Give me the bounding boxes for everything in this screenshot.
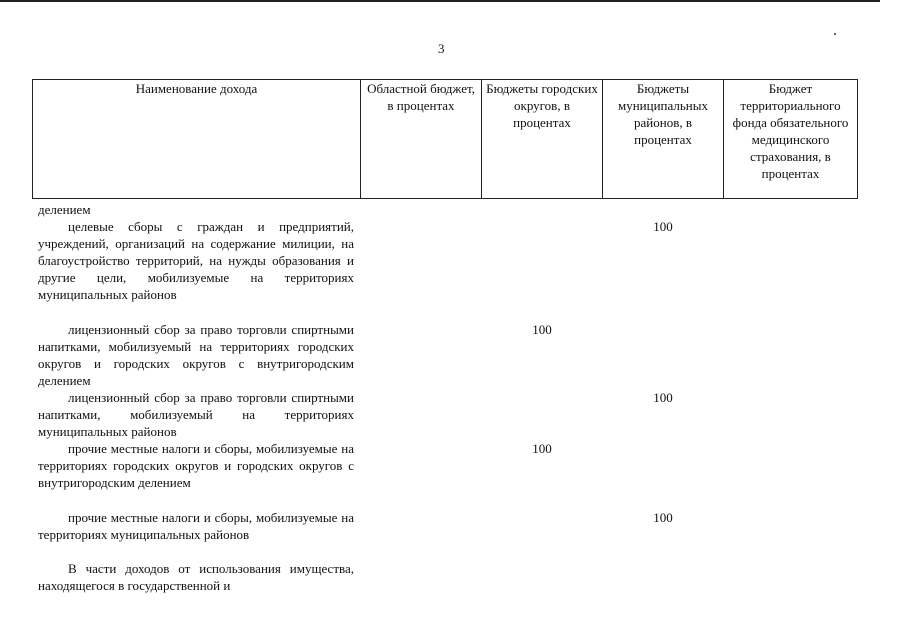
header-medical-insurance-fund-budget: Бюджет территориального фонда обязательного медицинского страхования, в процентах bbox=[724, 80, 858, 199]
header-income-name: Наименование дохода bbox=[33, 80, 361, 199]
table-row-name: прочие местные налоги и сборы, мобилизуемые на территориях муниципальных районов bbox=[38, 510, 354, 542]
table-cell-city-value: 100 bbox=[532, 441, 552, 456]
header-city-district-budgets: Бюджеты городских округов, в процентах bbox=[482, 80, 603, 199]
section-heading-property-income: В части доходов от использования имущества, находящегося в государственной и bbox=[38, 561, 354, 593]
table-cell-municipal-value: 100 bbox=[653, 390, 673, 405]
table-row-name: лицензионный сбор за право торговли спиртными напитками, мобилизуемый на территориях городских округов и городских округов с внутригородским делением bbox=[38, 322, 354, 388]
table-row-name: прочие местные налоги и сборы, мобилизуемые на территориях городских округов и городских округов с внутригородским делением bbox=[38, 441, 354, 490]
table-row-name: целевые сборы с граждан и предприятий, учреждений, организаций на содержание милиции, на благоустройство территорий, на нужды образования и другие цели, мобилизуемые на территориях муниципальных районов bbox=[38, 219, 354, 302]
row-carryover-text: делением bbox=[38, 202, 91, 217]
table-cell-city-value: 100 bbox=[532, 322, 552, 337]
table-cell-municipal-value: 100 bbox=[653, 510, 673, 525]
header-regional-budget: Областной бюджет, в процентах bbox=[361, 80, 482, 199]
header-municipal-district-budgets: Бюджеты муниципальных районов, в процентах bbox=[603, 80, 724, 199]
page-number: 3 bbox=[438, 41, 445, 56]
table-row-name: лицензионный сбор за право торговли спиртными напитками, мобилизуемый на территориях муниципальных районов bbox=[38, 390, 354, 439]
table-cell-municipal-value: 100 bbox=[653, 219, 673, 234]
